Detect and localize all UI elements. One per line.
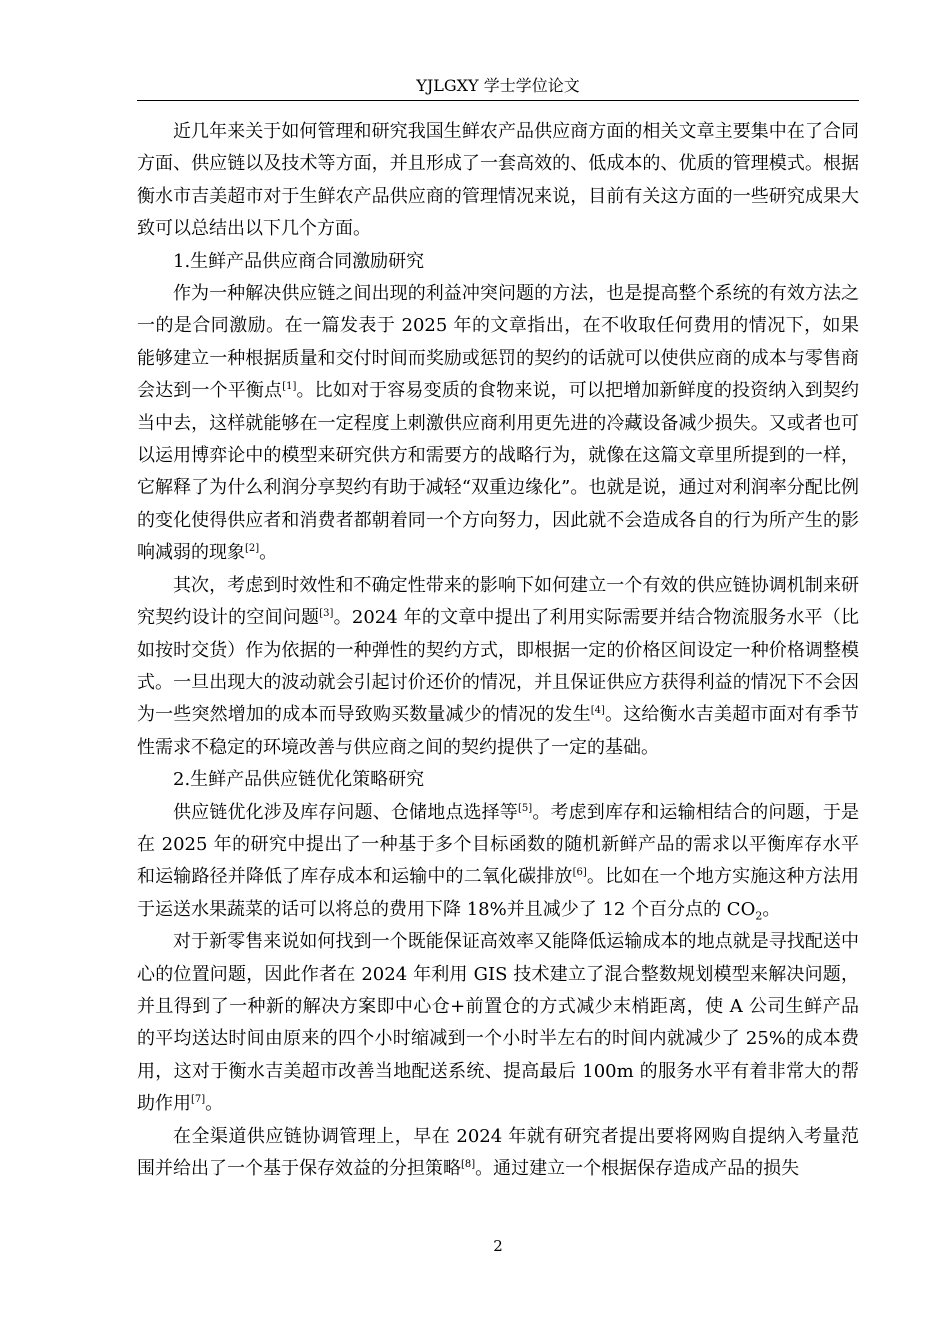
- subscript: 2: [755, 909, 763, 923]
- citation-ref: [1]: [282, 381, 297, 393]
- section-heading-supply-chain-optimization: 2.生鲜产品供应链优化策略研究: [173, 769, 425, 791]
- citation-ref: [6]: [572, 867, 587, 879]
- paragraph-contract-design: 其次，考虑到时效性和不确定性带来的影响下如何建立一个有效的供应链协调机制来研究契约设计的空间问题[3]。2024 年的文章中提出了利用实际需要并结合物流服务水平（比如按时交货）作为依据的一种弹性的契约方式，即根据一定的价格区间设定一种价格调整模式。一旦出现大的波动就会引起讨价还价的情况，并且保证供应方获得利益的情况下不会因为一些突然增加的成本而导致购买数量减少的情况的发生[4]。这给衡水吉美超市面对有季节性需求不稳定的环境改善与供应商之间的契约提供了一定的基础。: [137, 574, 860, 758]
- page-number: 2: [493, 1237, 503, 1255]
- section-heading-contract-incentive: 1.生鲜产品供应商合同激励研究: [173, 250, 425, 272]
- citation-ref: [2]: [245, 543, 260, 555]
- paragraph-inventory-transport: 供应链优化涉及库存问题、仓储地点选择等[5]。考虑到库存和运输相结合的问题，于是在 2025 年的研究中提出了一种基于多个目标函数的随机新鲜产品的需求以平衡库存水平和运输路径并降低了库存成本和运输中的二氧化碳排放[6]。比如在一个地方实施这种方法用于运送水果蔬菜的话可以将总的费用下降 18%并且减少了 12 个百分点的 $CO_2$。: [137, 801, 860, 923]
- citation-ref: [8]: [461, 1159, 476, 1170]
- paragraph-distribution-center: 对于新零售来说如何找到一个既能保证高效率又能降低运输成本的地点就是寻找配送中心的位置问题，因此作者在 2024 年利用 GIS 技术建立了混合整数规划模型来解决问题，并且得到了一种新的解决方案即中心仓+前置仓的方式减少末梢距离，使 A 公司生鲜产品的平均送达时间由原来的四个小时缩减到一个小时半左右的时间内就减少了 25%的成本费用，这对于衡水吉美超市改善当地配送系统、提高最后 100m 的服务水平有着非常大的帮助作用[7]。: [137, 931, 859, 1115]
- citation-ref: [5]: [518, 802, 533, 814]
- running-header: YJLGXY 学士学位论文: [416, 76, 580, 95]
- citation-ref: [7]: [191, 1094, 206, 1106]
- paragraph-intro: 近几年来关于如何管理和研究我国生鲜农产品供应商方面的相关文章主要集中在了合同方面、供应链以及技术等方面，并且形成了一套高效的、低成本的、优质的管理模式。根据衡水市吉美超市对于生鲜农产品供应商的管理情况来说，目前有关这方面的一些研究成果大致可以总结出以下几个方面。: [137, 121, 859, 240]
- citation-ref: [4]: [590, 705, 605, 717]
- paragraph-contract-incentive: 作为一种解决供应链之间出现的利益冲突问题的方法，也是提高整个系统的有效方法之一的是合同激励。在一篇发表于 2025 年的文章指出，在不收取任何费用的情况下，如果能够建立一种根据质量和交付时间而奖励或惩罚的契约的话就可以使供应商的成本与零售商会达到一个平衡点[1]。比如对于容易变质的食物来说，可以把增加新鲜度的投资纳入到契约当中去，这样就能够在一定程度上刺激供应商利用更先进的冷藏设备减少损失。又或者也可以运用博弈论中的模型来研究供方和需要方的战略行为，就像在这篇文章里所提到的一样，它解释了为什么利润分享契约有助于减轻“双重边缘化”。也就是说，通过对利润率分配比例的变化使得供应者和消费者都朝着同一个方向努力，因此就不会造成各自的行为所产生的影响减弱的现象[2]。: [137, 283, 860, 564]
- body-text: [137, 116, 859, 1185]
- paragraph-omnichannel: 在全渠道供应链协调管理上，早在 2024 年就有研究者提出要将网购自提纳入考量范围并给出了一个基于保存效益的分担策略[8]。通过建立一个根据保存造成产品的损失: [137, 1125, 859, 1179]
- citation-ref: [3]: [319, 608, 334, 620]
- header-rule: [137, 100, 859, 101]
